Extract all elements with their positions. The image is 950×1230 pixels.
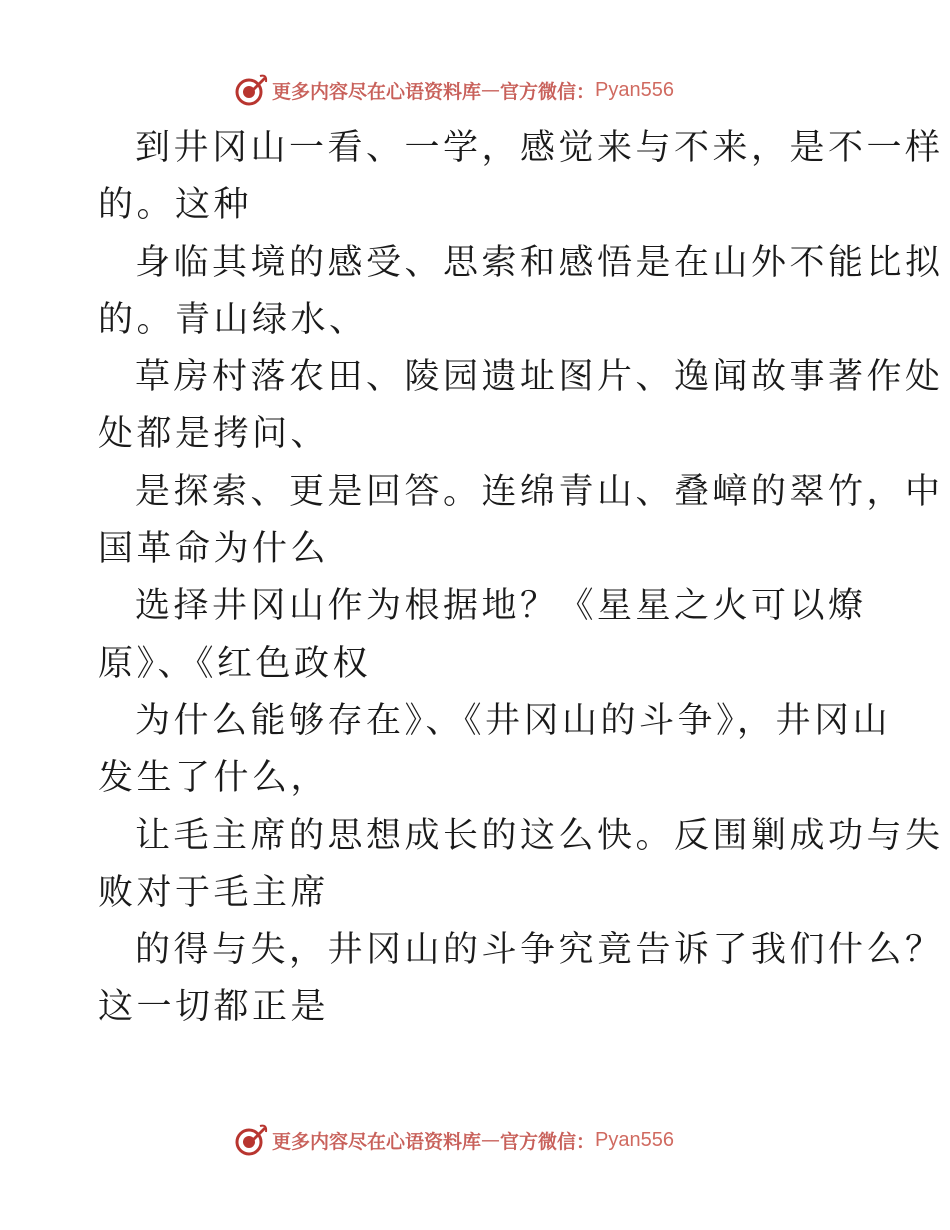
text-line: 到井冈山一看、一学，感觉来与不来，是不一样 [135,128,944,168]
text-line: 的。这种 [98,185,253,226]
text-line: 这一切都正是 [98,987,330,1028]
text-line: 发生了什么， [98,758,330,799]
quill-pen-logo-icon [234,73,268,107]
text-line: 为什么能够存在》、《井冈山的斗争》，井冈山 [135,700,892,741]
text-line: 选择井冈山作为根据地？《星星之火可以燎 [135,586,867,627]
quill-pen-logo-icon [234,1123,268,1157]
banner-brand-text: 更多内容尽在心语资料库 [272,1130,482,1153]
header-banner [234,73,674,107]
banner-wechat-label: 官方微信： [500,1130,596,1153]
text-line: 处都是拷问、 [98,414,330,455]
text-line: 是探索、更是回答。连绵青山、叠嶂的翠竹，中 [135,471,944,512]
text-line: 让毛主席的思想成长的这么快。反围剿成功与失 [135,815,944,856]
text-line: 的得与失，井冈山的斗争究竟告诉了我们什么？ [135,930,944,971]
text-line: 败对于毛主席 [98,872,330,913]
banner-brand-text: 更多内容尽在心语资料库 [272,80,482,103]
text-line: 身临其境的感受、思索和感悟是在山外不能比拟 [135,242,944,283]
banner-wechat-label: 官方微信： [500,80,596,103]
text-line: 国革命为什么 [98,529,330,570]
body-text [98,120,944,1037]
banner-dash: — [481,79,501,101]
banner-wechat-handle: Pyan556 [595,78,674,101]
text-line: 草房村落农田、陵园遗址图片、逸闻故事著作处 [135,357,944,398]
banner-dash: — [481,1129,501,1151]
footer-banner [234,1123,674,1157]
text-line: 原》、《红色政权 [98,643,372,684]
text-line: 的。青山绿水、 [98,299,368,340]
banner-wechat-handle: Pyan556 [595,1128,674,1151]
